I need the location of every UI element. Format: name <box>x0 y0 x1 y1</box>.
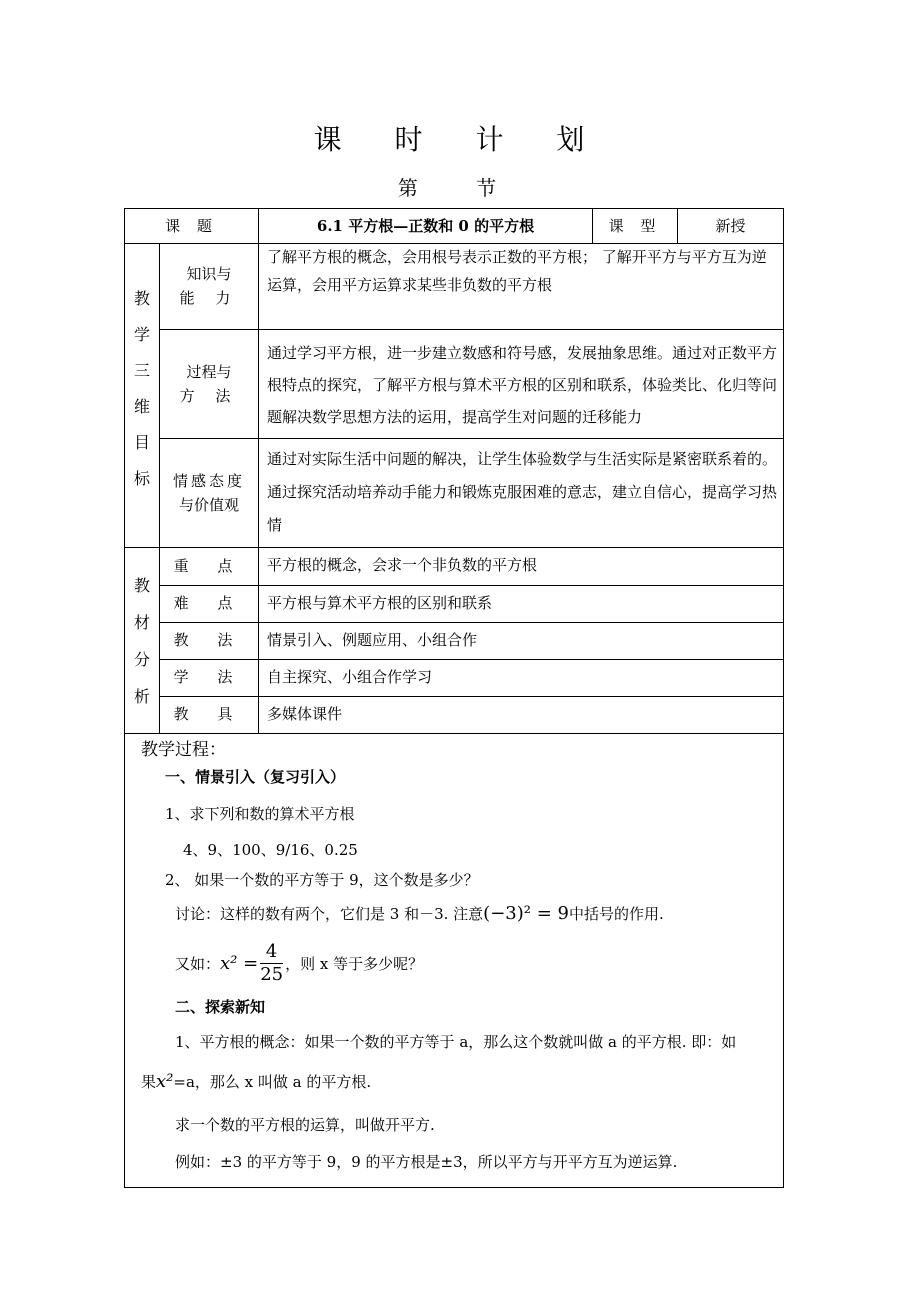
s2-square-root-op: 求一个数的平方根的运算，叫做开平方. <box>175 1116 435 1134</box>
analysis-group-label: 教 材 分 析 <box>133 576 150 706</box>
section-label: 第 节 <box>397 176 523 200</box>
section-2-title: 二、探索新知 <box>175 998 266 1016</box>
s1-question-1-numbers: 4、9、100、9/16、0.25 <box>183 841 358 859</box>
s2-example: 例如：±3 的平方等于 9，9 的平方根是±3，所以平方与开平方互为逆运算. <box>175 1153 678 1171</box>
analysis-text-teaching: 情景引入、例题应用、小组合作 <box>267 631 478 649</box>
topic-value: 6.1 平方根—正数和 0 的平方根 <box>316 216 535 235</box>
s1-discussion: 讨论：这样的数有两个，它们是 3 和－3. 注意(−3)² = 9中括号的作用. <box>175 903 664 924</box>
type-label: 课 型 <box>608 216 662 235</box>
goal-label-knowledge: 知识与 能 力 <box>179 265 239 307</box>
s1-question-2: 2、 如果一个数的平方等于 9，这个数是多少？ <box>165 871 479 889</box>
formula-x-squared-2: x² <box>156 1071 174 1092</box>
fraction-4-25: $\frac{4}{25}$ <box>260 941 284 985</box>
formula-x-squared: x² = <box>220 953 259 974</box>
goals-group-label: 教 学 三 维 目 标 <box>133 289 150 488</box>
process-heading: 教学过程： <box>141 740 226 760</box>
s1-also: 又如：x² = $\frac{4}{25}$ ，则 x 等于多少呢？ <box>175 941 424 985</box>
goal-text-attitude: 通过对实际生活中问题的解决，让学生体验数学与生活实际是紧密联系着的。通过探究活动培养动手能力和锻炼克服困难的意志，建立自信心，提高学习热情 <box>267 450 778 534</box>
formula-neg3-squared: (−3)² = 9 <box>483 903 569 924</box>
s2-concept: 1、平方根的概念：如果一个数的平方等于 a，那么这个数就叫做 a 的平方根. 即：如 <box>175 1033 737 1051</box>
goal-text-knowledge: 了解平方根的概念，会用根号表示正数的平方根； 了解开平方与平方互为逆运算，会用平方运算求某些非负数的平方根 <box>267 248 767 294</box>
analysis-label-difficulty: 难 点 <box>173 594 245 612</box>
analysis-text-tools: 多媒体课件 <box>267 705 343 723</box>
analysis-label-teaching: 教 法 <box>173 631 245 649</box>
analysis-label-focus: 重 点 <box>173 556 245 575</box>
type-value: 新授 <box>715 216 746 235</box>
page-title: 课 时 计 划 <box>313 123 607 156</box>
goal-label-attitude: 情感态度 与价值观 <box>172 471 245 514</box>
s2-concept-cont: 果x²=a，那么 x 叫做 a 的平方根. <box>141 1071 372 1092</box>
analysis-label-learning: 学 法 <box>173 668 245 686</box>
analysis-label-tools: 教 具 <box>173 705 245 723</box>
analysis-text-learning: 自主探究、小组合作学习 <box>267 668 433 686</box>
analysis-text-difficulty: 平方根与算术平方根的区别和联系 <box>267 594 493 612</box>
section-1-title: 一、情景引入（复习引入） <box>165 768 346 786</box>
goal-label-process: 过程与 方 法 <box>179 362 239 405</box>
goal-text-process: 通过学习平方根，进一步建立数感和符号感，发展抽象思维。通过对正数平方根特点的探究，了解平方根与算术平方根的区别和联系，体验类比、化归等问题解决数学思想方法的运用，提高学生对问题的迁移能力 <box>267 344 778 426</box>
lesson-table <box>124 208 784 1188</box>
analysis-text-focus: 平方根的概念，会求一个非负数的平方根 <box>267 556 538 574</box>
topic-label: 课 题 <box>165 216 218 235</box>
s1-question-1: 1、求下列和数的算术平方根 <box>165 805 355 823</box>
